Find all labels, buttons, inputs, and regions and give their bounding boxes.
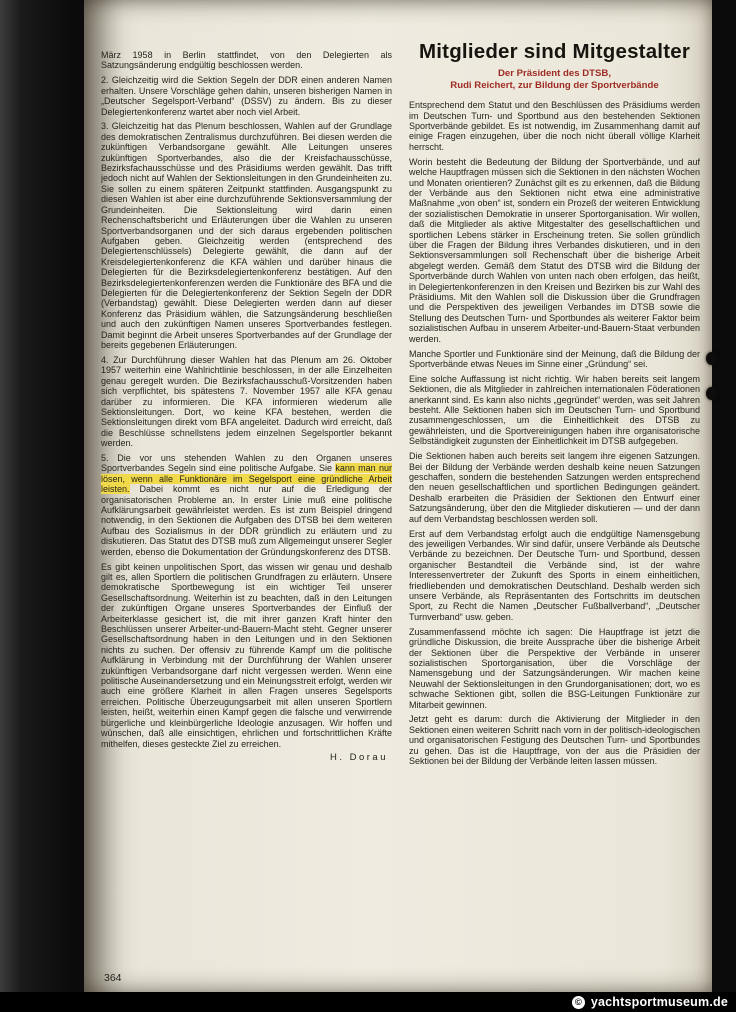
- book-page: [84, 0, 712, 992]
- text-segment: 3. Gleichzeitig hat das Plenum beschlossen, Wahlen auf der Grundlage des demokratischen Zentralismus durchzuführen. Bei diesen werden die zukünftigen Verbandsorgane gewählt. Alle Leitungen unseres zukünftigen Sportverbandes, also die der Kreisfachausschüsse, Bezirksfachausschüsse und des Präsidiums werden gewählt. Das trifft jedoch nicht auf Wahlen der Sektionsleitungen in den Grundeinheiten zu. Sie sollen zu einem späteren Zeitpunkt stattfinden. Ausgangspunkt zu diesen Wahlen ist aber eine durchzuführende Sektionsversammlung der Grundeinheiten. Die Sektionsleitung wird darin einen Rechenschaftsbericht und Erläuterungen über die Wahlen zu unseren Sportverbandsorganen und der sich daraus ergebenden politischen Aufgaben geben. Gleichzeitig werden (entsprechend des Delegiertenschlüssels) Delegierte gewählt, die dann auf der Kreisdelegiertenkonferenz die KFA wählen und darüber hinaus die Delegierten für die Bezirksdelegiertenkonferenz bestätigen. Auf den Bezirksdelegiertenkonferenzen werden die Funktionäre des BFA und die Delegierten für die Delegiertenkonferenz der Sektion Segeln der DDR (Verbandstag) gewählt. Diese Delegierten werden dann auf dieser Konferenz das Präsidium wählen, die Satzungsänderung beschließen und auch den zukünftigen Namen unseres Sportverbandes festlegen. Damit beginnt die Arbeit unseres Sportverbandes auf der Grundlage der bereits gegebenen Erläuterungen.: [101, 121, 392, 350]
- text-segment: Worin besteht die Bedeutung der Bildung der Sportverbände, und auf welche Hauptfragen müssen sich die Sektionen in den nächsten Wochen und Monaten orientieren? Zunächst gilt es zu erkennen, daß die Bildung der Verbände aus den Sektionen nicht etwa eine administrative Maßnahme „von oben“ ist, sondern ein Prozeß der weiteren Entwicklung der sozialistischen Demokratie in unserer Sportorganisation. Wir wollen, daß die Mitglieder als aktive Mitgestalter des gesellschaftlichen und sportlichen Lebens stärker in Erscheinung treten. Sie sollen gründlich über die Fragen der Bildung ihres Verbandes diskutieren, und in den Sektionsversammlungen soll Rechenschaft über die bisherige Arbeit abgelegt werden. Gemäß dem Statut des DTSB wird die Bildung der Sportverbände durch Wahlen von unten nach oben erfolgen, das heißt, in Delegiertenkonferenzen in den Kreisen und Bezirken bis zur Wahl des Präsidiums. Mit den Wahlen soll die Diskussion über die Grundfragen und die Perspektiven des jeweiligen Verbandes im DTSB sowie die Stellung des Deutschen Turn- und Sportbundes als weiterer Faktor beim sozialistischen Aufbau in unserem Arbeiter-und-Bauern-Staat verbunden werden.: [409, 156, 700, 344]
- watermark-text: yachtsportmuseum.de: [590, 995, 728, 1009]
- right-column: [409, 40, 700, 982]
- left-column: [101, 50, 392, 976]
- page-number: 364: [104, 972, 122, 984]
- paragraph: [101, 355, 392, 449]
- paragraph: [101, 75, 392, 117]
- text-segment: Dabei kommt es nicht nur auf die Erledigung der organisatorischen Probleme an. In erster Linie muß eine politische Aufklärungsarbeit gewährleistet werden. Es ist zum Beispiel dringend notwendig, in den Sektionen die Aufgaben des DTSB bei dem weiteren Aufbau des Sozialismus in der DDR gründlich zu erläutern und zu diskutieren. Das Statut des DTSB muß zum Allgemeingut unserer Segler werden, ebenso die Dokumentation der Gründungskonferenz des DTSB.: [101, 484, 392, 557]
- paragraph: [409, 374, 700, 447]
- article-subtitle-line1: Der Präsident des DTSB,: [497, 68, 612, 79]
- text-segment: Es gibt keinen unpolitischen Sport, das wissen wir genau und deshalb gilt es, allen Sportlern die politischen Grundfragen zu erläutern. Unsere demokratische Sportbewegung ist ein wichtiger Teil unserer Gesellschaftsordnung. Weiterhin ist zu beachten, daß in den Leitungen der zukünftigen Organe unseres Sportverbandes der Einfluß der Arbeiterklasse gesichert ist, die mit ihrer ganzen Kraft hinter den Beschlüssen unserer Arbeiter-und-Bauern-Macht steht. Gegner unserer Gesellschaftsordnung haben in den Leitungen und in den Sektionen nichts zu suchen. Der offensiv zu führende Kampf um die politische Aufklärung in Verbindung mit der Durchführung der Wahlen unserer zukünftigen Verbandsorgane darf nicht vergessen werden. Wenn eine politische Auseinandersetzung und ein Meinungsstreit erfolgt, werden wir auch eine größere Klarheit in allen Fragen unseres Segelsports erreichen. Politische Überzeugungsarbeit mit allen unseren Sportlern leisten, heißt, weiterhin einen Kampf gegen die falsche und verwirrende bürgerliche und kleinbürgerliche Ideologie anzusagen. Wir hoffen und wünschen, daß alle einsichtigen, ehrlichen und fortschrittlichen Kräfte mithelfen, dieses gesteckte Ziel zu erreichen.: [101, 561, 392, 749]
- left-column-text: [101, 50, 392, 749]
- paragraph: [409, 451, 700, 524]
- copyright-icon: ©: [572, 996, 585, 1009]
- author-signature: H. Dorau: [329, 752, 388, 764]
- binding-notch: [706, 387, 717, 400]
- paragraph: [409, 627, 700, 710]
- paragraph: [101, 121, 392, 350]
- article-subtitle-line2: Rudi Reichert, zur Bildung der Sportverbände: [450, 79, 659, 91]
- text-segment: 2. Gleichzeitig wird die Sektion Segeln der DDR einen anderen Namen erhalten. Unsere Vorschläge gehen dahin, unseren bisherigen Namen in „Deutscher Segelsport-Verband“ (DSSV) zu ändern. Bis zu dieser Delegiertenkonferenz wartet aber noch viel Arbeit.: [101, 75, 392, 117]
- paragraph: [409, 349, 700, 370]
- binding-notch: [706, 352, 717, 365]
- watermark-bar: [0, 992, 736, 1012]
- highlighted-text: kann man nur lösen, wenn alle Funktionäre im Segelsport eine gründliche Arbeit leisten.: [101, 463, 392, 495]
- paragraph: [101, 562, 392, 749]
- text-segment: Erst auf dem Verbandstag erfolgt auch die endgültige Namensgebung des jeweiligen Verbandes. Wir sind dafür, unsere Verbände als Deutsche Verbände zu bezeichnen. Der Deutsche Turn- und Sportbund, dessen organischer Bestandteil die Verbände sind, ist der wahre Interessenvertreter der Zukunft des Sports in einem einheitlichen, friedliebenden und demokratischen Deutschland. Deshalb werden sich unsere Verbände, als Repräsentanten des Fortschritts im deutschen Sport, zu Recht die Namen „Deutscher Fußballverband“, „Deutscher Turnverband“ usw. geben.: [409, 528, 700, 622]
- text-segment: Jetzt geht es darum: durch die Aktivierung der Mitglieder in den Sektionen einen weiteren Schritt nach vorn in der politisch-ideologischen und organisatorischen Festigung des Deutschen Turn- und Sportbundes zu gehen. Das ist die Hauptfrage, von der aus die Präsidien der Sektionen bei der Bildung der Verbände leiten lassen müssen.: [409, 714, 700, 767]
- paragraph: [409, 529, 700, 623]
- text-segment: Eine solche Auffassung ist nicht richtig. Wir haben bereits seit langem Sektionen, die als Mitglieder in zahlreichen internationalen Föderationen anerkannt sind. Es kann also nichts „gegründet“ werden, was seit Jahren besteht. Alle Sektionen haben sich im Deutschen Turn- und Sportbund zusammengeschlossen, um die Einheitlichkeit des DTSB zu gewährleisten, und die Sportvereinigungen haben ihre organisatorische Selbständigkeit zugunsten der Einheitlichkeit im DTSB aufgegeben.: [409, 373, 700, 447]
- text-segment: Entsprechend dem Statut und den Beschlüssen des Präsidiums werden im Deutschen Turn- und Sportbund aus den bestehenden Sektionen Sportverbände gebildet. Es ist notwendig, im Zusammenhang damit auf einige Fragen einzugehen, über die noch nicht überall völlige Klarheit herrscht.: [409, 100, 700, 152]
- paragraph: [409, 100, 700, 152]
- article-subtitle: [409, 68, 700, 91]
- text-segment: Zusammenfassend möchte ich sagen: Die Hauptfrage ist jetzt die gründliche Diskussion, die breite Aussprache über die bisherige Arbeit der Sektionen über die Perspektive der Verbände in unserer sozialistischen Sportorganisation, über die Vorschläge der Namensgebung und der Satzungsänderungen. Wir machen keine Neuwahl der Sektionsleitungen in den Grundorganisationen; dort, wo es schwache Sektionen gibt, sollen die BSG-Leitungen Funktionäre zur Mitarbeit gewinnen.: [409, 626, 700, 710]
- paragraph: [409, 157, 700, 344]
- article-title: Mitglieder sind Mitgestalter: [419, 40, 690, 63]
- paragraph: [101, 50, 392, 71]
- article-body: [409, 100, 700, 766]
- paragraph: [101, 453, 392, 557]
- paragraph: [409, 714, 700, 766]
- text-segment: Die Sektionen haben auch bereits seit langem ihre eigenen Satzungen. Bei der Bildung der Verbände werden deshalb keine neuen Satzungen geschaffen, sondern die bestehenden Satzungen werden entsprechend den neuen gesellschaftlichen und sportlichen Bedingungen geändert. Deshalb erarbeiten die Präsidien der Sektionen den Entwurf einer Satzungsänderung, über den die Mitglieder diskutieren — und der dann auf dem Verbandstag beschlossen werden soll.: [409, 451, 700, 524]
- text-segment: 4. Zur Durchführung dieser Wahlen hat das Plenum am 26. Oktober 1957 weiterhin eine Wahlrichtlinie beschlossen, in der alle Einzelheiten genau geregelt wurden. Die Bezirksfachausschuß-Vorsitzenden haben sich verpflichtet, bis spätestens 7. November 1957 alle KFA genau darüber zu informieren. Die KFA informieren wiederum alle Sektionsleitungen. Dort, wo keine KFA bestehen, werden die Sektionsleitungen direkt vom BFA angeleitet. Dadurch wird erreicht, daß die Beschlüsse schnellstens jedem einzelnen Segelsportler bekannt werden.: [101, 354, 392, 449]
- text-segment: 5. Die vor uns stehenden Wahlen zu den Organen unseres Sportverbandes Segeln sind eine politische Aufgabe. Sie: [101, 453, 392, 474]
- text-segment: Manche Sportler und Funktionäre sind der Meinung, daß die Bildung der Sportverbände etwas Neues im Sinne einer „Gründung“ sei.: [409, 348, 700, 369]
- text-segment: März 1958 in Berlin stattfindet, von den Delegierten als Satzungsänderung endgültig beschlossen werden.: [101, 50, 392, 71]
